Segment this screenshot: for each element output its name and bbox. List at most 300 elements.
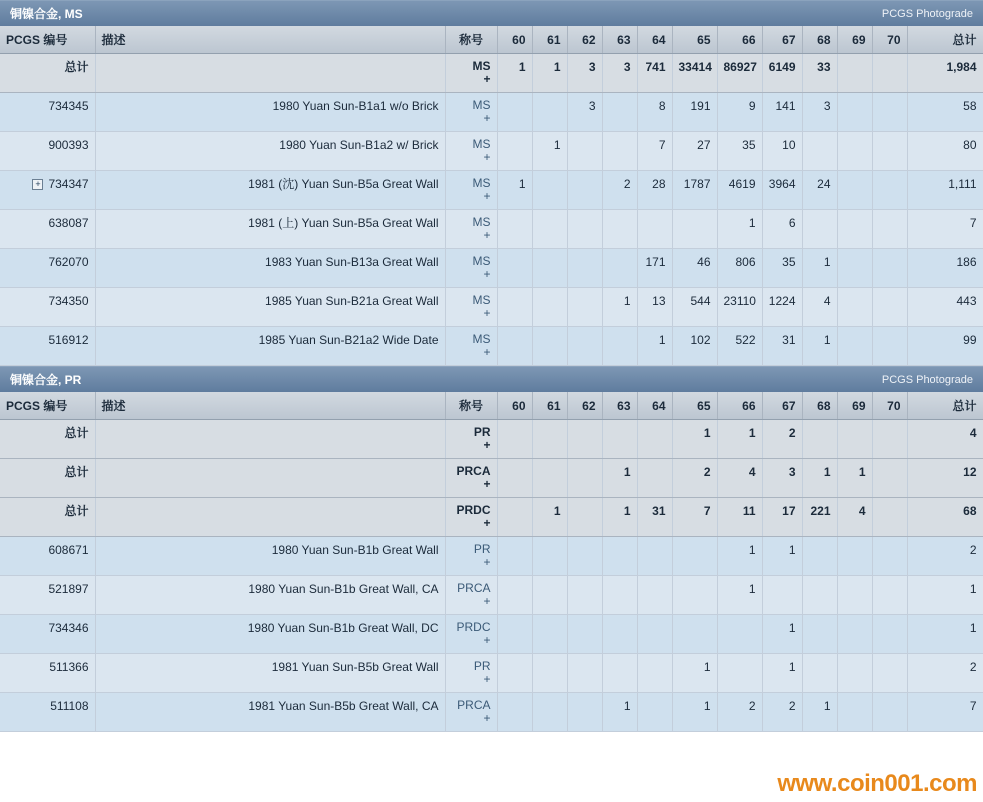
row-count-g70 [872, 327, 907, 366]
row-count-g63 [602, 93, 637, 132]
row-description: 1983 Yuan Sun-B13a Great Wall [95, 249, 445, 288]
total-count-g67: 6149 [762, 54, 802, 93]
row-count-g62 [567, 693, 602, 732]
row-count-g60 [497, 576, 532, 615]
row-count-g62: 3 [567, 93, 602, 132]
row-count-g63 [602, 654, 637, 693]
total-count-g65: 33414 [672, 54, 717, 93]
total-count-g60 [497, 498, 532, 537]
row-total: 186 [907, 249, 983, 288]
total-desc [95, 54, 445, 93]
row-count-g64: 1 [637, 327, 672, 366]
total-count-g64: 31 [637, 498, 672, 537]
col-header-g65[interactable]: 65 [672, 392, 717, 420]
total-count-g61 [532, 420, 567, 459]
row-count-g67: 141 [762, 93, 802, 132]
total-count-g69 [837, 54, 872, 93]
section-header [0, 366, 983, 392]
row-total: 7 [907, 210, 983, 249]
row-count-g66 [717, 615, 762, 654]
row-pcgs-number[interactable]: 734345 [0, 93, 95, 132]
col-header-g64[interactable]: 64 [637, 26, 672, 54]
row-count-g62 [567, 327, 602, 366]
total-grade: PRCA + [445, 459, 497, 498]
row-grade: MS + [445, 210, 497, 249]
total-count-g65: 7 [672, 498, 717, 537]
total-count-g70 [872, 420, 907, 459]
col-header-g70[interactable]: 70 [872, 392, 907, 420]
total-count-g64 [637, 459, 672, 498]
col-header-g62[interactable]: 62 [567, 392, 602, 420]
col-header-grade[interactable]: 称号 [445, 392, 497, 420]
row-count-g61: 1 [532, 132, 567, 171]
total-sum: 12 [907, 459, 983, 498]
total-grade: PRDC + [445, 498, 497, 537]
row-description: 1981 (上) Yuan Sun-B5a Great Wall [95, 210, 445, 249]
total-label: 总计 [0, 54, 95, 93]
row-count-g60 [497, 288, 532, 327]
row-description: 1985 Yuan Sun-B21a2 Wide Date [95, 327, 445, 366]
row-count-g64 [637, 693, 672, 732]
total-count-g69: 4 [837, 498, 872, 537]
row-count-g61 [532, 693, 567, 732]
row-count-g65: 46 [672, 249, 717, 288]
total-count-g63: 3 [602, 54, 637, 93]
total-count-g66: 4 [717, 459, 762, 498]
row-count-g62 [567, 654, 602, 693]
row-count-g63 [602, 615, 637, 654]
report-section [0, 366, 983, 732]
col-header-g60[interactable]: 60 [497, 392, 532, 420]
row-count-g66 [717, 654, 762, 693]
watermark: www.coin001.com [777, 770, 977, 797]
total-count-g63 [602, 420, 637, 459]
row-count-g62 [567, 132, 602, 171]
total-sum: 4 [907, 420, 983, 459]
row-count-g61 [532, 288, 567, 327]
row-count-g70 [872, 693, 907, 732]
row-count-g60 [497, 93, 532, 132]
row-count-g63: 1 [602, 693, 637, 732]
table-row[interactable] [0, 249, 983, 288]
total-count-g67: 3 [762, 459, 802, 498]
total-count-g66: 1 [717, 420, 762, 459]
row-count-g64 [637, 210, 672, 249]
row-pcgs-number[interactable]: 521897 [0, 576, 95, 615]
row-count-g60 [497, 249, 532, 288]
row-total: 80 [907, 132, 983, 171]
row-count-g62 [567, 210, 602, 249]
row-count-g60 [497, 132, 532, 171]
row-count-g70 [872, 654, 907, 693]
row-count-g68: 1 [802, 693, 837, 732]
col-header-g63[interactable]: 63 [602, 26, 637, 54]
total-count-g70 [872, 498, 907, 537]
row-count-g60 [497, 654, 532, 693]
row-pcgs-number[interactable]: 762070 [0, 249, 95, 288]
row-count-g61 [532, 615, 567, 654]
row-count-g70 [872, 171, 907, 210]
report-section [0, 0, 983, 366]
total-count-g65: 1 [672, 420, 717, 459]
total-desc [95, 459, 445, 498]
col-header-id[interactable]: PCGS 编号 [0, 26, 95, 54]
col-header-total[interactable]: 总计 [907, 26, 983, 54]
row-count-g63 [602, 249, 637, 288]
row-total: 99 [907, 327, 983, 366]
row-count-g67 [762, 576, 802, 615]
row-pcgs-number[interactable]: 734346 [0, 615, 95, 654]
row-pcgs-number[interactable]: 638087 [0, 210, 95, 249]
row-count-g64 [637, 576, 672, 615]
row-count-g69 [837, 576, 872, 615]
total-sum: 68 [907, 498, 983, 537]
col-header-g65[interactable]: 65 [672, 26, 717, 54]
col-header-id[interactable]: PCGS 编号 [0, 392, 95, 420]
row-count-g66: 2 [717, 693, 762, 732]
row-count-g66: 1 [717, 210, 762, 249]
total-grade: PR + [445, 420, 497, 459]
row-count-g67: 31 [762, 327, 802, 366]
row-count-g68 [802, 576, 837, 615]
row-count-g61 [532, 93, 567, 132]
total-count-g60: 1 [497, 54, 532, 93]
row-count-g63: 2 [602, 171, 637, 210]
table-row[interactable] [0, 93, 983, 132]
row-count-g70 [872, 576, 907, 615]
total-count-g68 [802, 420, 837, 459]
row-count-g60: 1 [497, 171, 532, 210]
total-count-g62: 3 [567, 54, 602, 93]
row-count-g62 [567, 576, 602, 615]
col-header-g62[interactable]: 62 [567, 26, 602, 54]
photograde-link[interactable]: PCGS Photograde [881, 7, 973, 20]
row-count-g63 [602, 537, 637, 576]
section-title: 铜镍合金, MS [10, 7, 83, 21]
row-count-g69 [837, 132, 872, 171]
row-count-g68 [802, 615, 837, 654]
row-count-g67: 1 [762, 654, 802, 693]
row-count-g61 [532, 210, 567, 249]
row-count-g61 [532, 327, 567, 366]
section-title: 铜镍合金, PR [10, 373, 82, 387]
row-total: 7 [907, 693, 983, 732]
row-description: 1981 (沈) Yuan Sun-B5a Great Wall [95, 171, 445, 210]
row-count-g68 [802, 210, 837, 249]
row-count-g69 [837, 615, 872, 654]
row-count-g64: 13 [637, 288, 672, 327]
row-count-g61 [532, 654, 567, 693]
row-description: 1980 Yuan Sun-B1b Great Wall, CA [95, 576, 445, 615]
row-count-g62 [567, 615, 602, 654]
row-total: 2 [907, 537, 983, 576]
section-header [0, 0, 983, 26]
row-count-g69 [837, 93, 872, 132]
col-header-grade[interactable]: 称号 [445, 26, 497, 54]
row-count-g62 [567, 537, 602, 576]
row-count-g60 [497, 615, 532, 654]
total-desc [95, 420, 445, 459]
row-count-g66: 522 [717, 327, 762, 366]
row-count-g61 [532, 576, 567, 615]
row-count-g68: 3 [802, 93, 837, 132]
col-header-g61[interactable]: 61 [532, 26, 567, 54]
row-pcgs-number[interactable]: 608671 [0, 537, 95, 576]
total-row [0, 459, 983, 498]
total-count-g66: 86927 [717, 54, 762, 93]
row-count-g68 [802, 132, 837, 171]
total-count-g63: 1 [602, 498, 637, 537]
row-count-g70 [872, 249, 907, 288]
row-total: 2 [907, 654, 983, 693]
total-count-g61: 1 [532, 498, 567, 537]
row-count-g60 [497, 537, 532, 576]
col-header-total[interactable]: 总计 [907, 392, 983, 420]
table-row[interactable] [0, 327, 983, 366]
row-count-g63 [602, 210, 637, 249]
table-header-row [0, 392, 983, 420]
row-count-g69 [837, 171, 872, 210]
row-count-g67: 2 [762, 693, 802, 732]
total-count-g62 [567, 459, 602, 498]
row-count-g66: 9 [717, 93, 762, 132]
col-header-g60[interactable]: 60 [497, 26, 532, 54]
row-count-g67: 35 [762, 249, 802, 288]
row-total: 1 [907, 615, 983, 654]
row-count-g67: 1224 [762, 288, 802, 327]
row-count-g70 [872, 210, 907, 249]
col-header-desc[interactable]: 描述 [95, 392, 445, 420]
total-count-g63: 1 [602, 459, 637, 498]
row-count-g60 [497, 327, 532, 366]
row-count-g62 [567, 288, 602, 327]
row-count-g68: 4 [802, 288, 837, 327]
row-count-g66: 1 [717, 576, 762, 615]
table-row[interactable] [0, 693, 983, 732]
total-desc [95, 498, 445, 537]
col-header-g63[interactable]: 63 [602, 392, 637, 420]
row-count-g69 [837, 249, 872, 288]
row-description: 1985 Yuan Sun-B21a Great Wall [95, 288, 445, 327]
row-count-g64: 171 [637, 249, 672, 288]
total-count-g68: 33 [802, 54, 837, 93]
table-row[interactable] [0, 654, 983, 693]
row-count-g70 [872, 615, 907, 654]
row-count-g65 [672, 210, 717, 249]
table-row[interactable] [0, 132, 983, 171]
row-grade: PR + [445, 537, 497, 576]
total-count-g69 [837, 420, 872, 459]
total-count-g70 [872, 459, 907, 498]
table-row[interactable] [0, 288, 983, 327]
row-pcgs-number[interactable]: 511108 [0, 693, 95, 732]
grade-table [0, 26, 983, 366]
row-grade: MS + [445, 288, 497, 327]
row-count-g65: 1 [672, 693, 717, 732]
total-label: 总计 [0, 459, 95, 498]
total-row [0, 498, 983, 537]
row-count-g68 [802, 537, 837, 576]
row-count-g65: 27 [672, 132, 717, 171]
row-count-g68: 1 [802, 249, 837, 288]
total-count-g62 [567, 498, 602, 537]
total-count-g64: 741 [637, 54, 672, 93]
grade-table [0, 392, 983, 732]
total-grade: MS + [445, 54, 497, 93]
row-count-g64 [637, 654, 672, 693]
table-row[interactable] [0, 171, 983, 210]
row-count-g67: 1 [762, 537, 802, 576]
row-pcgs-number[interactable]: 511366 [0, 654, 95, 693]
expand-icon[interactable]: + [32, 179, 43, 190]
row-count-g64 [637, 537, 672, 576]
row-count-g64 [637, 615, 672, 654]
row-pcgs-number[interactable]: 734350 [0, 288, 95, 327]
row-count-g65 [672, 537, 717, 576]
row-count-g69 [837, 537, 872, 576]
col-header-g66[interactable]: 66 [717, 26, 762, 54]
table-header-row [0, 26, 983, 54]
row-pcgs-number[interactable]: 516912 [0, 327, 95, 366]
row-total: 443 [907, 288, 983, 327]
row-grade: MS + [445, 171, 497, 210]
row-description: 1980 Yuan Sun-B1a2 w/ Brick [95, 132, 445, 171]
row-count-g65: 1787 [672, 171, 717, 210]
row-count-g66: 1 [717, 537, 762, 576]
row-count-g70 [872, 537, 907, 576]
row-description: 1981 Yuan Sun-B5b Great Wall, CA [95, 693, 445, 732]
col-header-g67[interactable]: 67 [762, 392, 802, 420]
row-count-g66: 23110 [717, 288, 762, 327]
table-row[interactable] [0, 576, 983, 615]
row-count-g68: 1 [802, 327, 837, 366]
total-count-g60 [497, 459, 532, 498]
total-row [0, 420, 983, 459]
col-header-g69[interactable]: 69 [837, 26, 872, 54]
total-count-g68: 221 [802, 498, 837, 537]
row-description: 1980 Yuan Sun-B1a1 w/o Brick [95, 93, 445, 132]
row-description: 1980 Yuan Sun-B1b Great Wall [95, 537, 445, 576]
total-count-g60 [497, 420, 532, 459]
row-count-g68 [802, 654, 837, 693]
photograde-link[interactable]: PCGS Photograde [881, 373, 973, 386]
row-count-g65: 102 [672, 327, 717, 366]
row-count-g65: 544 [672, 288, 717, 327]
col-header-g70[interactable]: 70 [872, 26, 907, 54]
row-count-g62 [567, 249, 602, 288]
row-grade: PRCA + [445, 693, 497, 732]
total-label: 总计 [0, 498, 95, 537]
row-total: 1 [907, 576, 983, 615]
row-count-g67: 3964 [762, 171, 802, 210]
total-sum: 1,984 [907, 54, 983, 93]
row-count-g67: 6 [762, 210, 802, 249]
row-count-g65: 1 [672, 654, 717, 693]
row-grade: MS + [445, 327, 497, 366]
row-grade: MS + [445, 132, 497, 171]
row-grade: MS + [445, 93, 497, 132]
row-count-g69 [837, 327, 872, 366]
row-description: 1980 Yuan Sun-B1b Great Wall, DC [95, 615, 445, 654]
row-count-g61 [532, 249, 567, 288]
row-count-g64: 8 [637, 93, 672, 132]
row-count-g65 [672, 576, 717, 615]
total-label: 总计 [0, 420, 95, 459]
row-count-g60 [497, 693, 532, 732]
table-row[interactable] [0, 210, 983, 249]
row-count-g64: 7 [637, 132, 672, 171]
row-count-g69 [837, 693, 872, 732]
total-count-g62 [567, 420, 602, 459]
col-header-g68[interactable]: 68 [802, 392, 837, 420]
row-count-g66: 4619 [717, 171, 762, 210]
row-grade: PRDC + [445, 615, 497, 654]
row-count-g62 [567, 171, 602, 210]
col-header-g66[interactable]: 66 [717, 392, 762, 420]
row-count-g70 [872, 132, 907, 171]
total-row [0, 54, 983, 93]
row-count-g63 [602, 576, 637, 615]
col-header-desc[interactable]: 描述 [95, 26, 445, 54]
row-count-g70 [872, 93, 907, 132]
row-count-g68: 24 [802, 171, 837, 210]
row-total: 58 [907, 93, 983, 132]
row-pcgs-number[interactable]: + 734347 [0, 171, 95, 210]
total-count-g61: 1 [532, 54, 567, 93]
total-count-g66: 11 [717, 498, 762, 537]
row-total: 1,111 [907, 171, 983, 210]
row-grade: MS + [445, 249, 497, 288]
row-grade: PRCA + [445, 576, 497, 615]
col-header-g61[interactable]: 61 [532, 392, 567, 420]
row-count-g67: 10 [762, 132, 802, 171]
row-count-g64: 28 [637, 171, 672, 210]
row-count-g65: 191 [672, 93, 717, 132]
row-count-g60 [497, 210, 532, 249]
row-count-g63: 1 [602, 288, 637, 327]
table-row[interactable] [0, 537, 983, 576]
col-header-g67[interactable]: 67 [762, 26, 802, 54]
total-count-g68: 1 [802, 459, 837, 498]
col-header-g64[interactable]: 64 [637, 392, 672, 420]
row-count-g61 [532, 537, 567, 576]
table-row[interactable] [0, 615, 983, 654]
row-count-g67: 1 [762, 615, 802, 654]
row-count-g66: 806 [717, 249, 762, 288]
col-header-g68[interactable]: 68 [802, 26, 837, 54]
row-count-g69 [837, 288, 872, 327]
row-description: 1981 Yuan Sun-B5b Great Wall [95, 654, 445, 693]
row-count-g61 [532, 171, 567, 210]
row-grade: PR + [445, 654, 497, 693]
total-count-g67: 17 [762, 498, 802, 537]
row-count-g69 [837, 654, 872, 693]
row-count-g66: 35 [717, 132, 762, 171]
row-count-g70 [872, 288, 907, 327]
total-count-g65: 2 [672, 459, 717, 498]
total-count-g61 [532, 459, 567, 498]
total-count-g69: 1 [837, 459, 872, 498]
row-count-g69 [837, 210, 872, 249]
col-header-g69[interactable]: 69 [837, 392, 872, 420]
total-count-g67: 2 [762, 420, 802, 459]
row-count-g63 [602, 327, 637, 366]
total-count-g64 [637, 420, 672, 459]
row-count-g65 [672, 615, 717, 654]
row-count-g63 [602, 132, 637, 171]
row-pcgs-number[interactable]: 900393 [0, 132, 95, 171]
total-count-g70 [872, 54, 907, 93]
